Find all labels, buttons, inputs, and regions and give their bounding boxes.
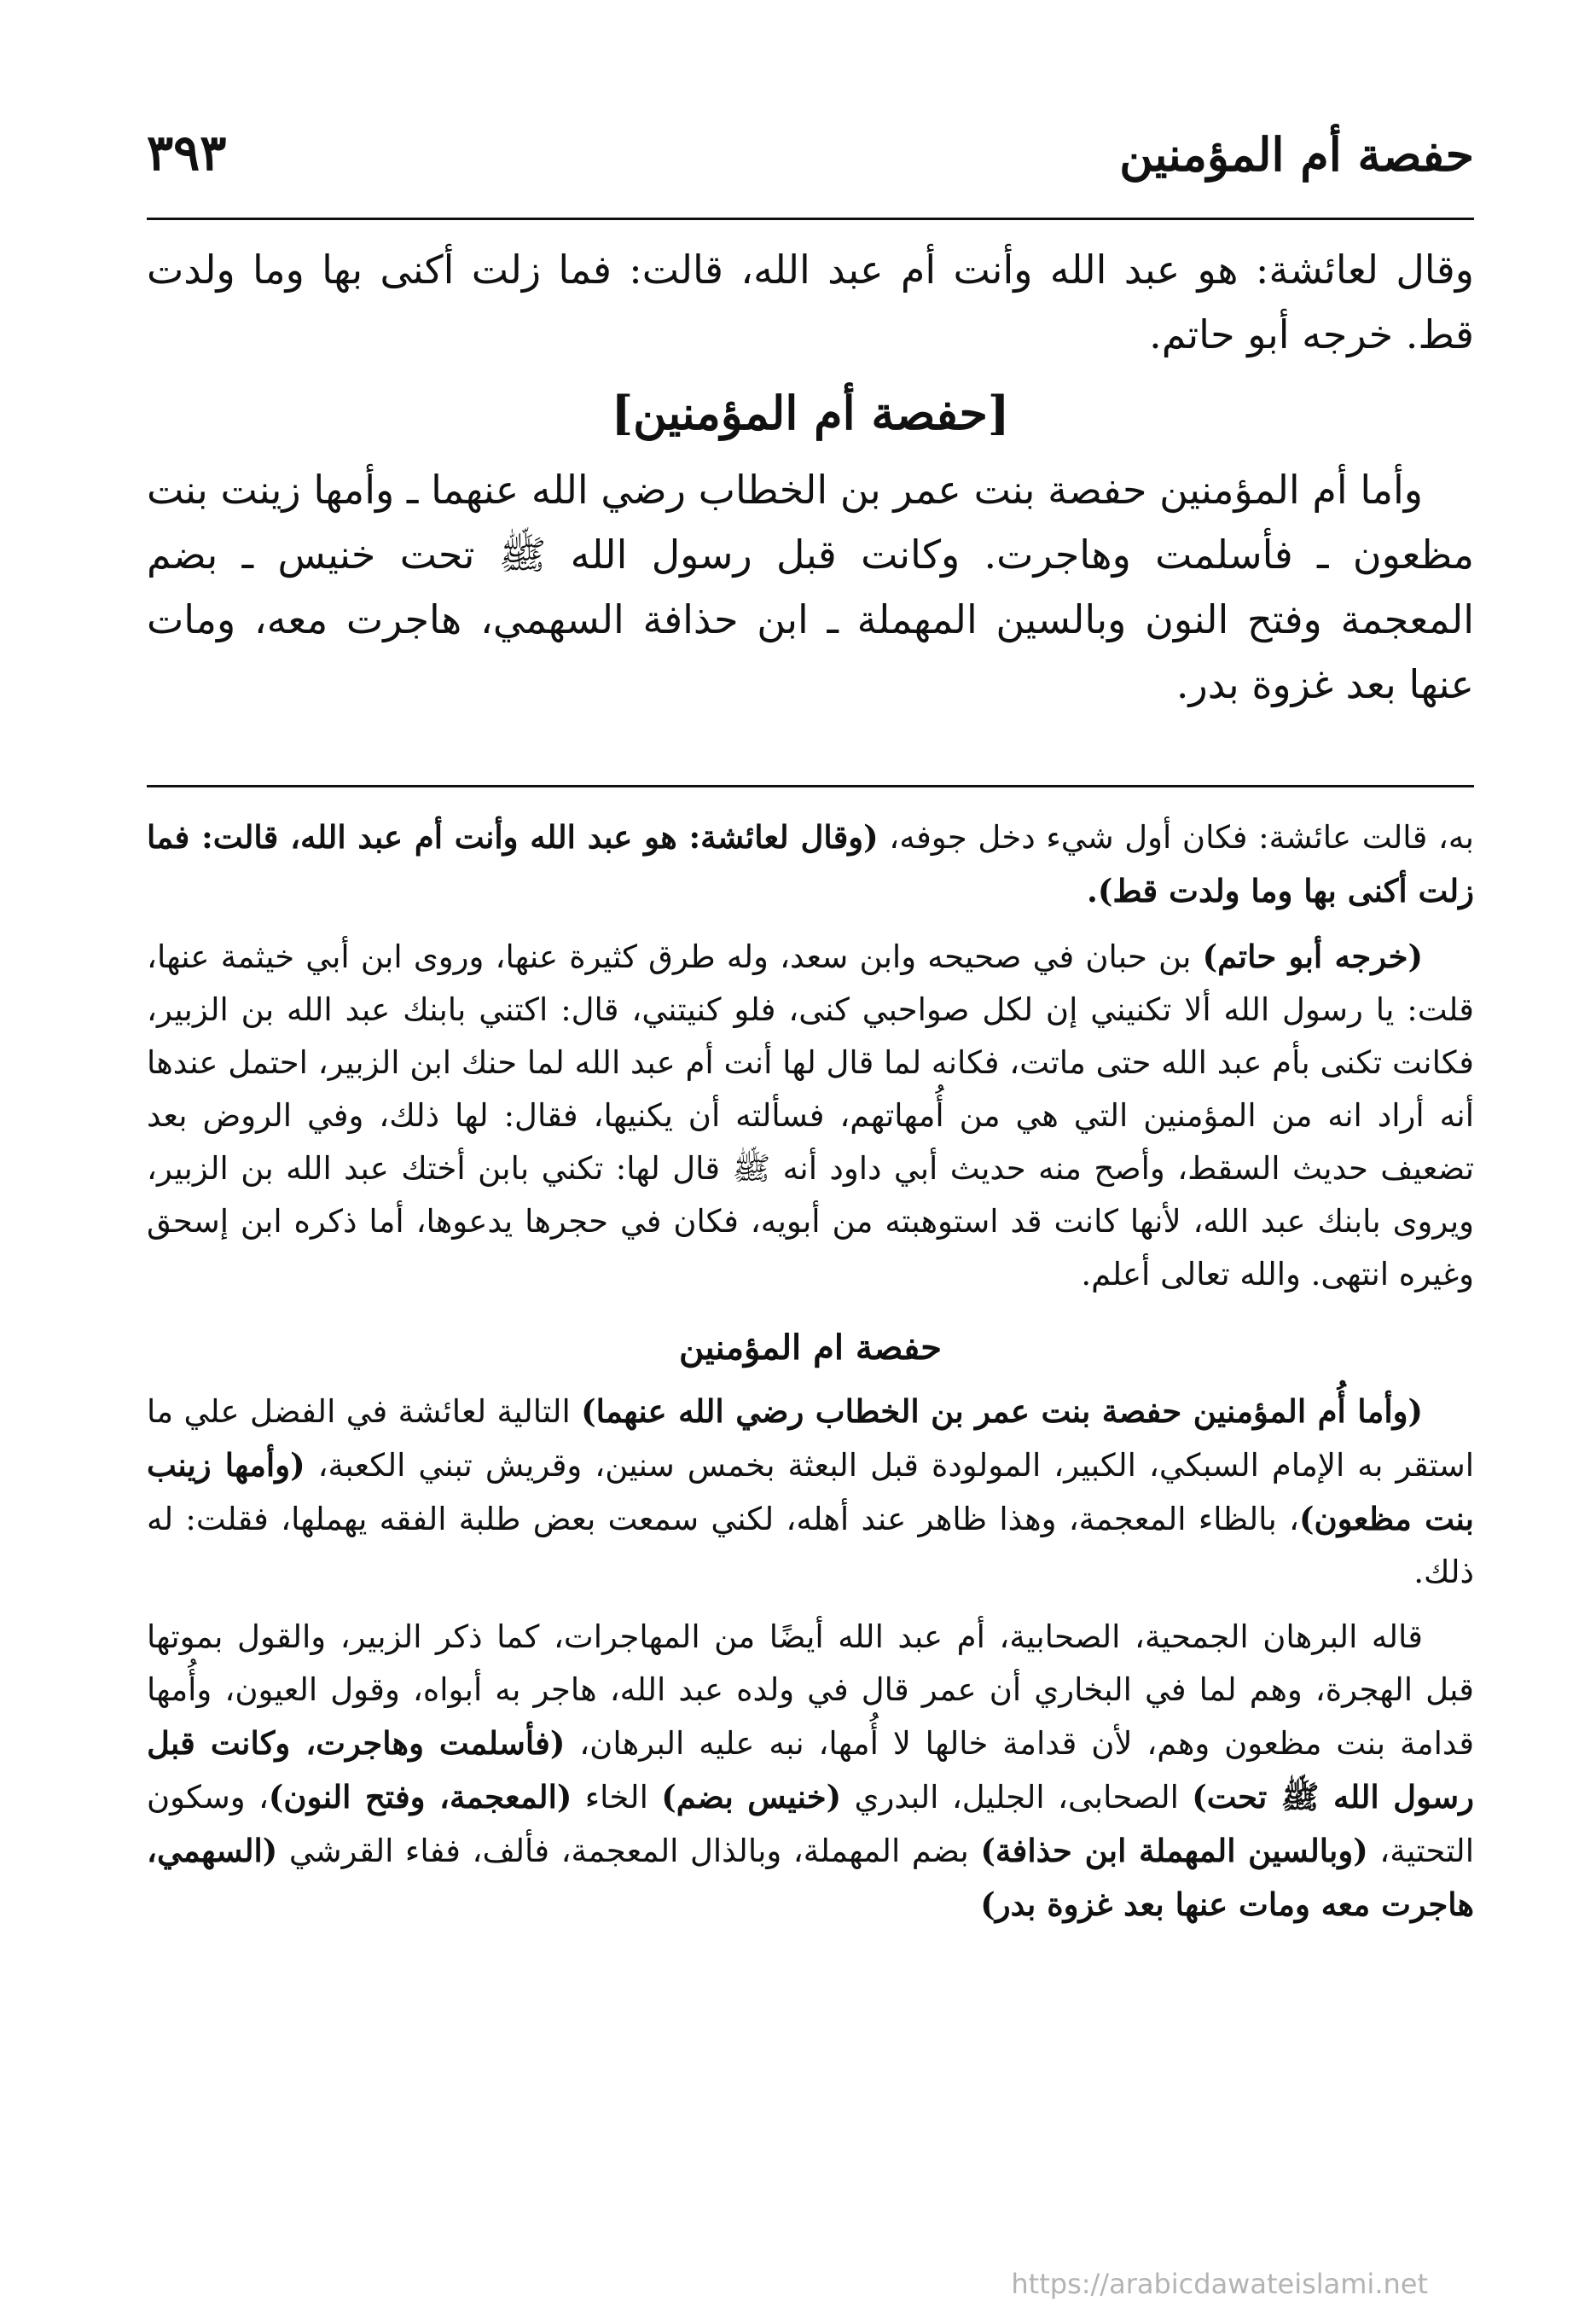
commentary-text: بضم المهملة، وبالذال المعجمة، فألف، ففاء القرشي: [277, 1833, 981, 1869]
quoted-text: (خرجه أبو حاتم): [1202, 938, 1424, 975]
commentary-text: بن حبان في صحيحه وابن سعد، وله طرق كثيرة عنها، وروى ابن أبي خيثمة عنها، قلت: يا رسول الله ألا تكنيني إن لكل صواحبي كنى، فلو كنيتني، قال: اكتني بابنك عبد الله بن الزبير، فكانت تكنى بأم عبد الله حتى ماتت، فكانه لما قال لها أنت أم عبد الله لما حنك ابن الزبير، احتمل عندها أنه أراد انه من المؤمنين التي هي من أُمهاتهم، فسألته أن يكنيها، فقال: لها ذلك، وفي الروض بعد تضعيف حديث السقط، وأصح منه حديث أبي داود أنه ﷺ قال لها: تكني بابن أختك عبد الله بن الزبير، ويروى بابنك عبد الله، لأنها كانت قد استوهبته من أبويه، فكان في حجرها يدعوها، أما ذكره ابن إسحق وغيره انتهى. والله تعالى أعلم.: [147, 938, 1474, 1293]
main-text: [147, 237, 1474, 717]
section-heading: [حفصة أم المؤمنين]: [611, 386, 1010, 440]
commentary-sub-heading: حفصة ام المؤمنين: [679, 1328, 942, 1368]
page-number: ٣٩٣: [147, 124, 227, 182]
commentary-paragraph-3: [147, 1385, 1474, 1599]
commentary: [147, 810, 1474, 1932]
header-rule: [147, 218, 1474, 220]
quoted-text: (المعجمة، وفتح النون): [268, 1778, 572, 1816]
commentary-text: ، وسكون التحتية،: [147, 1779, 1474, 1869]
commentary-text: الصحابى، الجليل، البدري: [841, 1779, 1193, 1816]
quoted-text: (فأسلمت وهاجرت، وكانت قبل رسول الله ﷺ تحت): [147, 1724, 1474, 1816]
footnote-separator: [147, 785, 1474, 787]
quoted-text: (السهمي، هاجرت معه ومات عنها بعد غزوة بدر): [147, 1832, 1474, 1923]
commentary-paragraph-1: [147, 810, 1474, 918]
quoted-text: (وأمها زينب بنت مظعون): [147, 1446, 1474, 1537]
commentary-text: التالية لعائشة في الفضل علي ما استقر به الإمام السبكي، الكبير، المولودة قبل البعثة بخمس سنين، وقريش تبني الكعبة،: [147, 1393, 1474, 1484]
quoted-text: (خنيس بضم): [661, 1778, 842, 1816]
commentary-paragraph-4: [147, 1611, 1474, 1932]
commentary-text: الخاء: [572, 1779, 662, 1816]
page-header: [147, 101, 1474, 182]
quoted-text: (وقال لعائشة: هو عبد الله وأنت أم عبد الله، قالت: فما زلت أكنى بها وما ولدت قط).: [147, 818, 1474, 909]
source-watermark: https://arabicdawateislami.net: [1011, 2268, 1428, 2300]
running-title: حفصة أم المؤمنين: [1119, 127, 1474, 182]
quoted-text: (وأما أُم المؤمنين حفصة بنت عمر بن الخطاب رضي الله عنهما): [581, 1392, 1423, 1430]
commentary-text: قاله البرهان الجمحية، الصحابية، أم عبد الله أيضًا من المهاجرات، كما ذكر الزبير، والقول بموتها قبل الهجرة، وهم لما في البخاري أن عمر قال في ولده عبد الله، هاجر به أبواه، وقول العيون، وأُمها قدامة بنت مظعون وهم، لأن قدامة خالها لا أُمها، نبه عليه البرهان،: [147, 1618, 1475, 1762]
main-paragraph-1: وقال لعائشة: هو عبد الله وأنت أم عبد الله، قالت: فما زلت أكنى بها وما ولدت قط. خرجه أبو حاتم.: [147, 247, 1474, 357]
commentary-text: به، قالت عائشة: فكان أول شيء دخل جوفه،: [878, 819, 1474, 856]
commentary-text: ، بالظاء المعجمة، وهذا ظاهر عند أهله، لكني سمعت بعض طلبة الفقه يهملها، فقلت: له ذلك.: [147, 1501, 1474, 1590]
main-paragraph-2: وأما أم المؤمنين حفصة بنت عمر بن الخطاب رضي الله عنهما ـ وأمها زينت بنت مظعون ـ فأسلمت وهاجرت. وكانت قبل رسول الله ﷺ تحت خنيس ـ بضم المعجمة وفتح النون وبالسين المهملة ـ ابن حذافة السهمي، هاجرت معه، ومات عنها بعد غزوة بدر.: [147, 467, 1474, 707]
quoted-text: (وبالسين المهملة ابن حذافة): [980, 1832, 1368, 1869]
commentary-paragraph-2: [147, 930, 1474, 1301]
